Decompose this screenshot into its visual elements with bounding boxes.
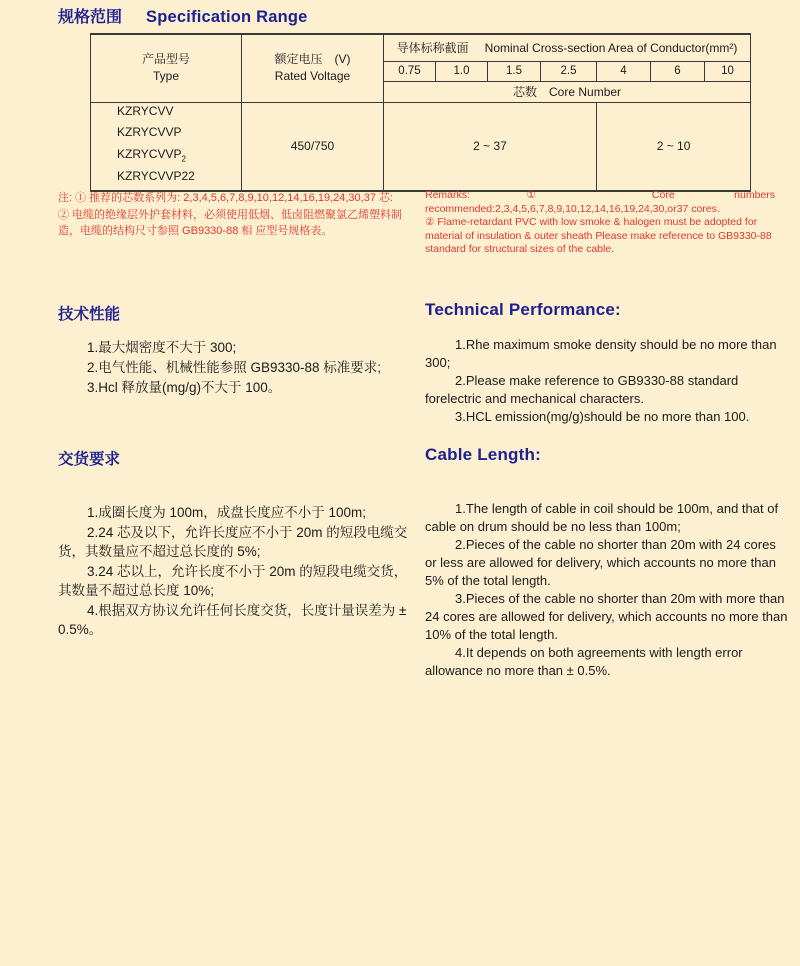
conductor-area-header-en: Nominal Cross-section Area of Conductor(mm²) bbox=[484, 41, 738, 56]
technical-performance-heading-zh: 技术性能 bbox=[58, 306, 121, 323]
delivery-zh-item: 1.成圈长度为 100m，成盘长度应不小于 100m; bbox=[87, 505, 367, 520]
remarks-zh-line1: 注: ① 推荐的芯数系列为: 2,3,4,5,6,7,8,9,10,12,14,16,19,24,30,37 芯: bbox=[58, 192, 394, 204]
tech-zh-item: 2.电气性能、机械性能参照 GB9330-88 标准要求; bbox=[87, 360, 382, 375]
core-range-large-sizes: 2 ~ 10 bbox=[597, 102, 751, 191]
size-cell: 10 bbox=[705, 61, 751, 81]
page-title-en: Specification Range bbox=[146, 8, 308, 26]
delivery-zh-item: 3.24 芯以上，允许长度不小于 20m 的短段电缆交货，其数量不超过总长度 10%; bbox=[58, 563, 408, 598]
size-cell: 2.5 bbox=[541, 61, 597, 81]
voltage-column-header-en: Rated Voltage bbox=[274, 69, 351, 84]
conductor-area-header-zh: 导体标称截面 bbox=[396, 41, 469, 56]
rated-voltage-value: 450/750 bbox=[242, 102, 384, 191]
cable-length-list-en bbox=[425, 500, 789, 680]
product-type: KZRYCVV bbox=[117, 103, 174, 118]
core-number-header: 芯数 Core Number bbox=[384, 81, 751, 102]
specification-table bbox=[90, 33, 751, 192]
cable-length-heading-en: Cable Length: bbox=[425, 445, 541, 464]
technical-performance-list-en bbox=[425, 336, 787, 426]
cable-length-en-item: 1.The length of cable in coil should be 100m, and that of cable on drum should be no less than 100m; bbox=[425, 501, 779, 534]
conductor-area-header bbox=[384, 34, 751, 61]
delivery-zh-item: 4.根据双方协议允许任何长度交货，长度计量误差为 ± 0.5%。 bbox=[58, 602, 407, 637]
delivery-requirements-list-zh bbox=[58, 503, 416, 640]
remarks-en bbox=[425, 189, 775, 257]
page-title-zh: 规格范围 bbox=[58, 9, 123, 26]
core-range-small-sizes: 2 ~ 37 bbox=[384, 102, 597, 191]
type-column-header bbox=[91, 34, 242, 102]
size-cell: 0.75 bbox=[384, 61, 436, 81]
page-title bbox=[58, 4, 308, 27]
type-column-header-zh: 产品型号 bbox=[141, 52, 190, 67]
tech-en-item: 3.HCL emission(mg/g)should be no more than 100. bbox=[455, 409, 750, 424]
voltage-column-header-zh: 额定电压 (V) bbox=[274, 52, 351, 67]
tech-en-item: 1.Rhe maximum smoke density should be no more than 300; bbox=[425, 337, 777, 370]
remarks-en-line1: Remarks:① Core numbers recommended:2,3,4,5,6,7,8,9,10,12,14,16,19,24,30,or37 cores. bbox=[425, 189, 775, 215]
product-type: KZRYCVVP bbox=[117, 125, 182, 140]
size-cell: 4 bbox=[597, 61, 651, 81]
tech-zh-item: 3.Hcl 释放量(mg/g)不大于 100。 bbox=[87, 380, 282, 395]
type-column-header-en: Type bbox=[152, 69, 179, 84]
product-type: KZRYCVVP22 bbox=[117, 169, 195, 184]
tech-zh-item: 1.最大烟密度不大于 300; bbox=[87, 340, 237, 355]
size-cell: 1.5 bbox=[488, 61, 541, 81]
technical-performance-heading-en: Technical Performance: bbox=[425, 300, 621, 319]
remarks-en-line2: ② Flame-retardant PVC with low smoke & halogen must be adopted for material of insulation & outer sheath Please make reference to GB9330-88 standard for structural sizes of the cable. bbox=[425, 216, 772, 255]
size-cell: 6 bbox=[651, 61, 705, 81]
product-type: $KZRYCVVP_2$ bbox=[117, 147, 186, 164]
size-cell: 1.0 bbox=[436, 61, 488, 81]
delivery-requirements-heading-zh: 交货要求 bbox=[58, 451, 121, 468]
cable-length-en-item: 4.It depends on both agreements with length error allowance no more than ± 0.5%. bbox=[425, 645, 743, 678]
remarks-zh bbox=[58, 190, 414, 240]
technical-performance-list-zh bbox=[58, 338, 414, 398]
product-types-cell bbox=[91, 102, 242, 191]
cable-length-en-item: 3.Pieces of the cable no shorter than 20m with more than 24 cores are allowed for delivery, which accounts no more than 10% of the total length. bbox=[425, 591, 788, 642]
remarks-zh-line2: ② 电缆的绝缘层外护套材料，必须使用低烟、低卤阻燃聚氯乙烯塑料制造，电缆的结构尺寸参照 GB9330-88 相 应型号规格表。 bbox=[58, 208, 403, 237]
voltage-column-header bbox=[242, 34, 384, 102]
cable-length-en-item: 2.Pieces of the cable no shorter than 20m with 24 cores or less are allowed for delivery, which accounts no more than 5% of the total length. bbox=[425, 537, 776, 588]
delivery-zh-item: 2.24 芯及以下，允许长度应不小于 20m 的短段电缆交货，其数量应不超过总长度的 5%; bbox=[58, 524, 408, 559]
tech-en-item: 2.Please make reference to GB9330-88 standard forelectric and mechanical characters. bbox=[425, 373, 739, 406]
